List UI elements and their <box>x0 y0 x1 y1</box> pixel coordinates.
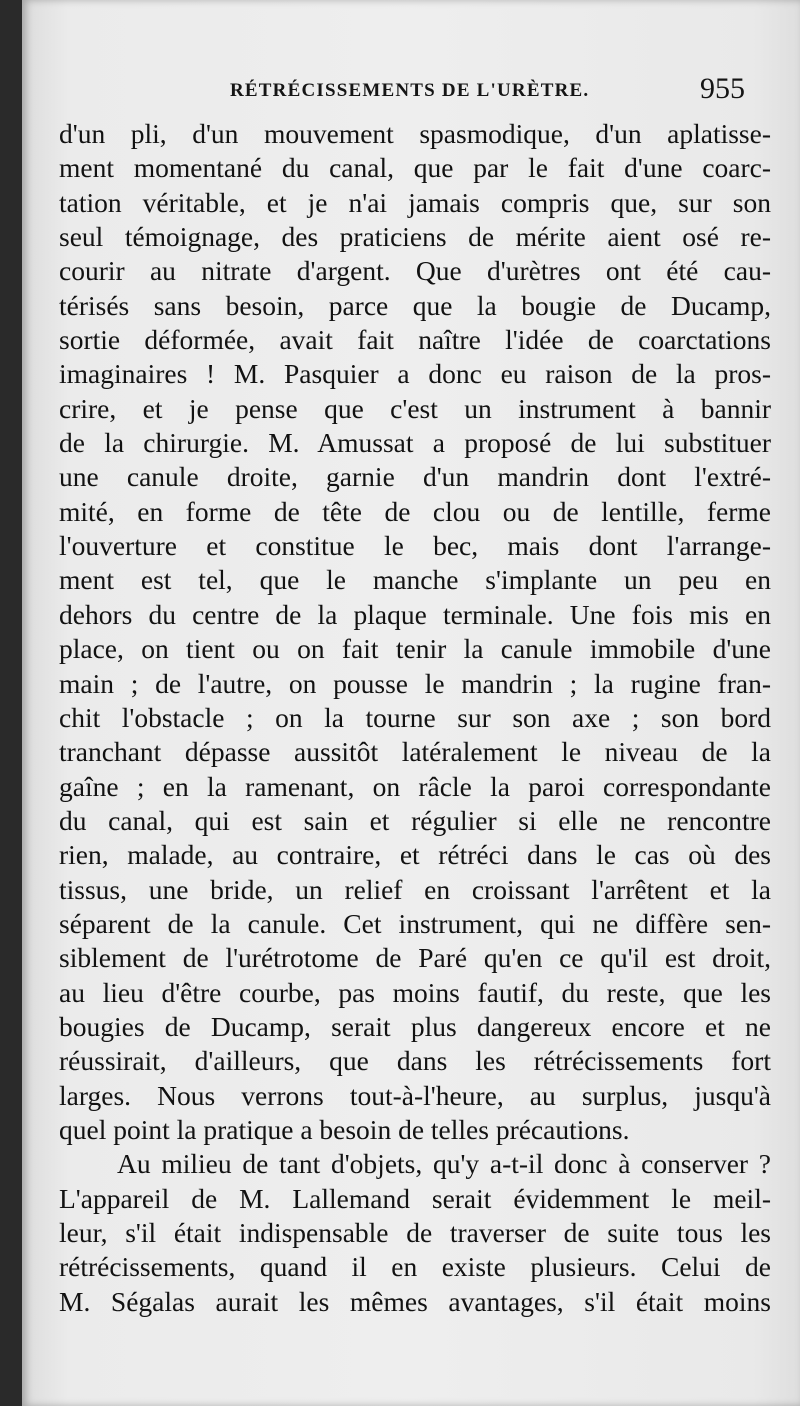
text-line: Au milieu de tant d'objets, qu'y a-t-il donc à conserver ? <box>117 1148 771 1180</box>
text-line: d'un pli, d'un mouvement spasmodique, d'un aplatisse- <box>59 118 771 149</box>
text-line: larges. Nous verrons tout-à-l'heure, au surplus, jusqu'à <box>59 1079 771 1111</box>
running-title: RÉTRÉCISSEMENTS DE L'URÈTRE. <box>230 80 590 101</box>
text-line: dehors du centre de la plaque terminale. Une fois mis en <box>59 598 771 630</box>
text-line: chit l'obstacle ; on la tourne sur son axe ; son bord <box>59 701 771 733</box>
text-line: place, on tient ou on fait tenir la canule immobile d'une <box>59 633 771 665</box>
book-page <box>22 0 800 1406</box>
text-line: ment est tel, que le manche s'implante un peu en <box>59 564 771 596</box>
text-line: courir au nitrate d'argent. Que d'urètres ont été cau- <box>59 255 771 287</box>
page-number: 955 <box>700 72 745 105</box>
text-line: crire, et je pense que c'est un instrument à bannir <box>59 392 771 424</box>
text-line: L'appareil de M. Lallemand serait évidemment le meil- <box>59 1182 771 1214</box>
text-line: imaginaires ! M. Pasquier a donc eu raison de la pros- <box>59 358 771 390</box>
text-line: bougies de Ducamp, serait plus dangereux encore et ne <box>59 1010 771 1042</box>
text-line: rétrécissements, quand il en existe plusieurs. Celui de <box>59 1251 771 1283</box>
text-line: seul témoignage, des praticiens de mérite aient osé re- <box>59 221 771 253</box>
text-line: ment momentané du canal, que par le fait d'une coarc- <box>59 152 771 184</box>
text-line: l'ouverture et constitue le bec, mais dont l'arrange- <box>59 530 771 562</box>
text-line: tissus, une bride, un relief en croissant l'arrêtent et la <box>59 873 771 905</box>
text-line: leur, s'il était indispensable de traverser de suite tous les <box>59 1217 771 1248</box>
text-line: du canal, qui est sain et régulier si elle ne rencontre <box>59 804 771 836</box>
body-text <box>59 117 771 1319</box>
text-line: une canule droite, garnie d'un mandrin dont l'extré- <box>59 461 771 493</box>
text-line: tranchant dépasse aussitôt latéralement le niveau de la <box>59 736 771 768</box>
text-line: tation véritable, et je n'ai jamais compris que, sur son <box>59 186 771 218</box>
text-line: mité, en forme de tête de clou ou de lentille, ferme <box>59 495 771 527</box>
text-line: M. Ségalas aurait les mêmes avantages, s'il était moins <box>59 1285 771 1317</box>
text-line: au lieu d'être courbe, pas moins fautif, du reste, que les <box>59 976 771 1008</box>
text-line: quel point la pratique a besoin de telles précautions. <box>59 1113 630 1145</box>
text-line: séparent de la canule. Cet instrument, qui ne diffère sen- <box>59 907 771 939</box>
text-line: siblement de l'urétrotome de Paré qu'en ce qu'il est droit, <box>59 942 771 974</box>
text-line: de la chirurgie. M. Amussat a proposé de lui substituer <box>59 427 771 459</box>
text-line: gaîne ; en la ramenant, on râcle la paroi correspondante <box>59 770 771 802</box>
text-line: main ; de l'autre, on pousse le mandrin ; la rugine fran- <box>59 667 771 699</box>
text-line: réussirait, d'ailleurs, que dans les rétrécissements fort <box>59 1045 771 1077</box>
page-header <box>22 72 800 112</box>
text-line: térisés sans besoin, parce que la bougie de Ducamp, <box>59 289 771 321</box>
text-line: rien, malade, au contraire, et rétréci dans le cas où des <box>59 839 771 871</box>
text-line: sortie déformée, avait fait naître l'idée de coarctations <box>59 324 771 356</box>
